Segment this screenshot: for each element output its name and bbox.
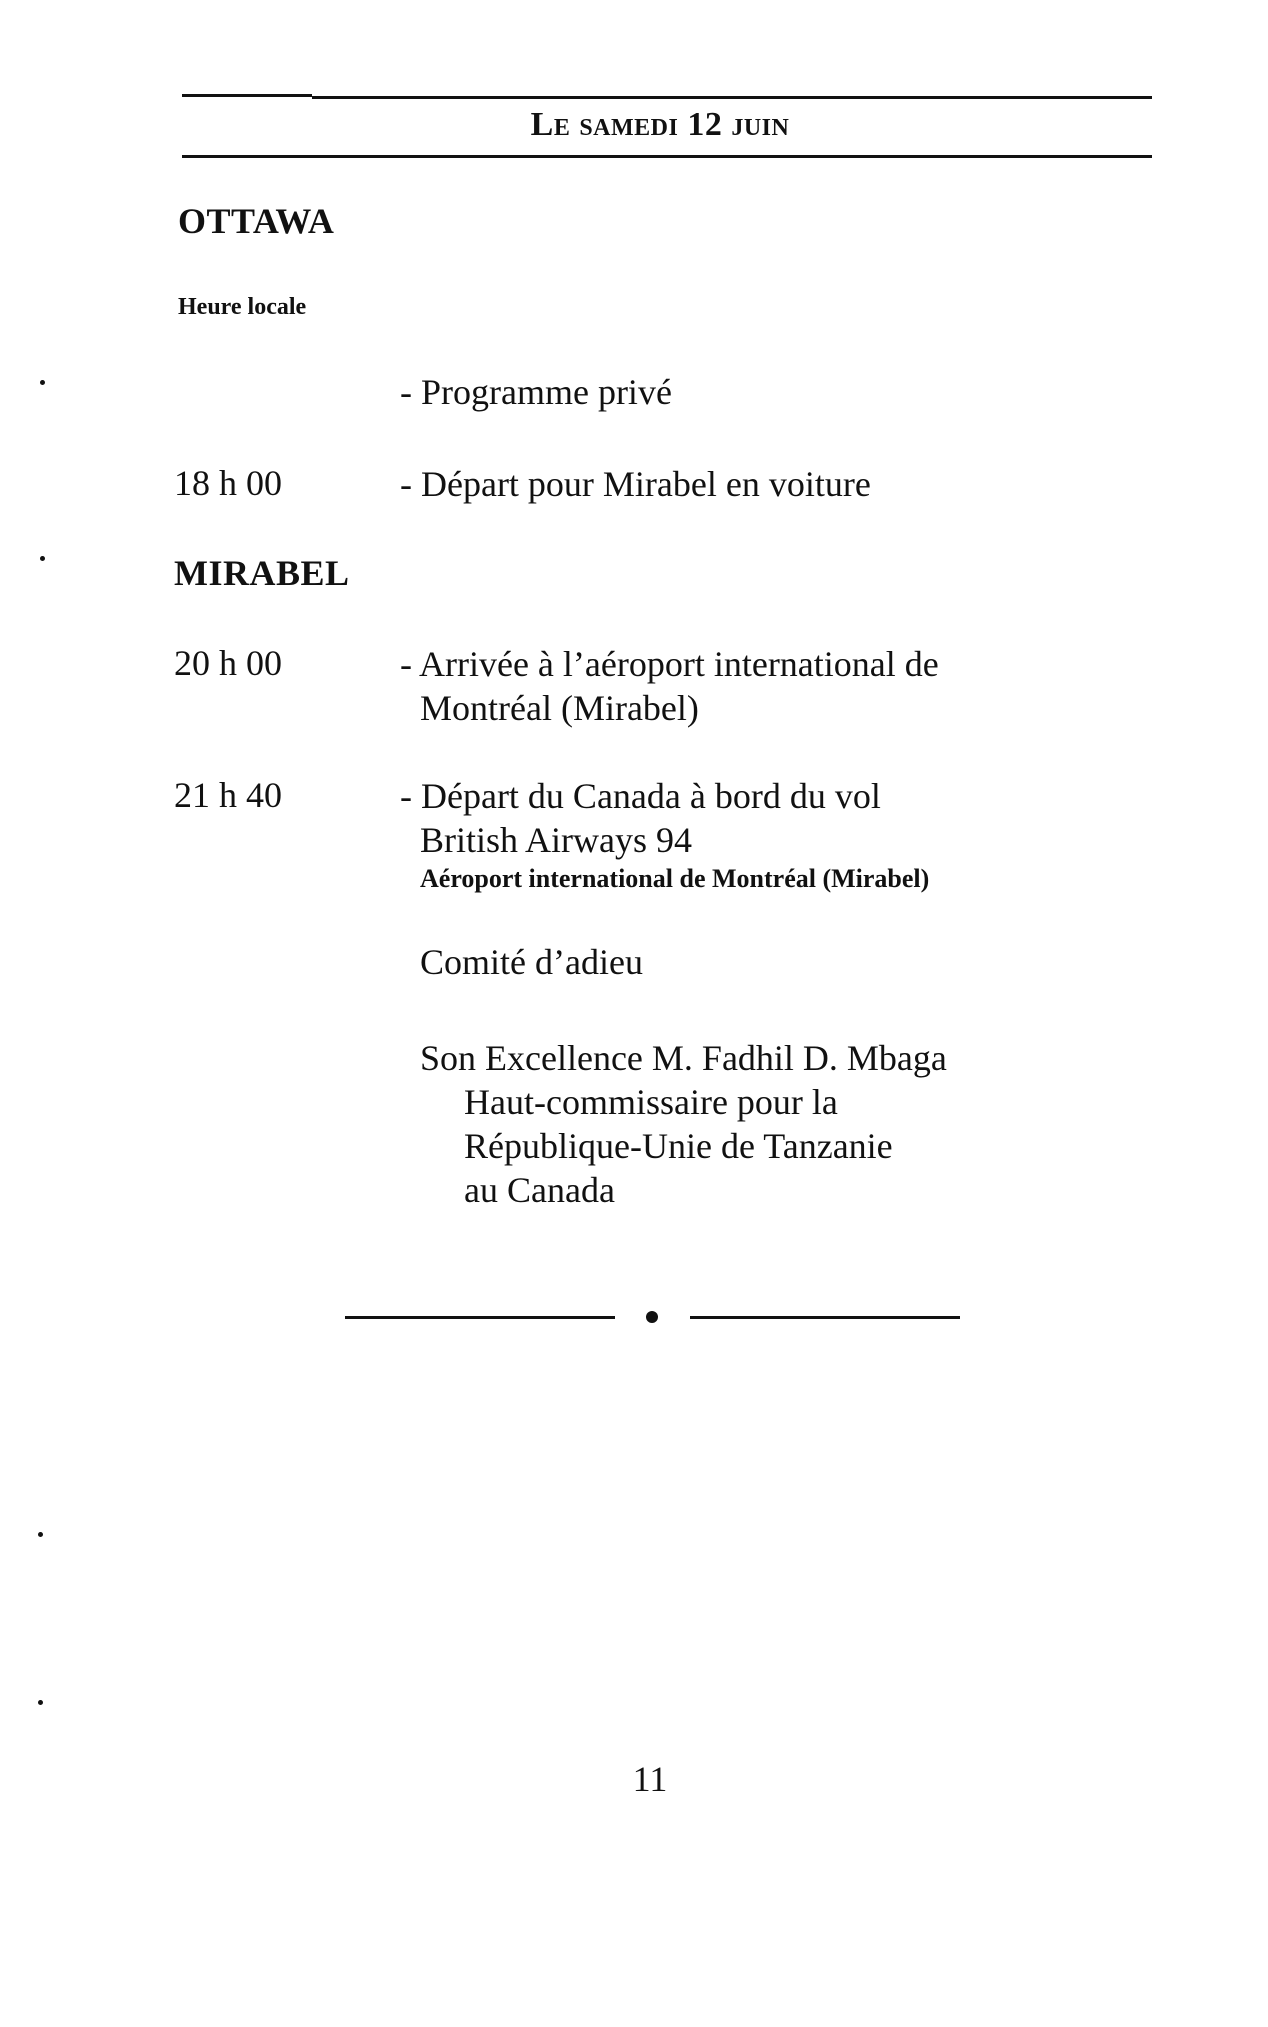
member-name: Son Excellence M. Fadhil D. Mbaga [420, 1038, 947, 1078]
end-rule-dot [646, 1311, 658, 1323]
margin-mark [40, 556, 45, 561]
entry-text: - Départ pour Mirabel en voiture [400, 464, 871, 504]
entry-text: - Programme privé [400, 372, 672, 412]
entry-note: Aéroport international de Montréal (Mirabel) [420, 864, 930, 893]
schedule-entry-departure-mirabel [400, 462, 1120, 506]
page-number: 11 [632, 1759, 668, 1799]
section-title-mirabel: MIRABEL [174, 553, 350, 593]
entry-time: 20 h 00 [174, 643, 282, 683]
margin-mark [38, 1532, 43, 1537]
margin-mark [40, 380, 45, 385]
end-rule-right [690, 1316, 960, 1319]
entry-text: - Départ du Canada à bord du vol [400, 776, 881, 816]
header-top-rule-left [182, 94, 312, 97]
entry-time: 18 h 00 [174, 463, 282, 503]
member-role: au Canada [464, 1170, 615, 1210]
end-rule-left [345, 1316, 615, 1319]
member-role: Haut-commissaire pour la [464, 1082, 838, 1122]
page-header-title: Le samedi 12 juin [530, 106, 790, 143]
entry-text: British Airways 94 [420, 820, 693, 860]
section-subtitle-local-time: Heure locale [178, 294, 307, 320]
entry-text: - Arrivée à l’aéroport international de [400, 644, 939, 684]
header-top-rule-right [312, 96, 1152, 99]
header-bottom-rule [182, 155, 1152, 158]
entry-time: 21 h 40 [174, 775, 282, 815]
schedule-entry-arrival-airport [400, 642, 1120, 730]
farewell-committee [420, 940, 1120, 984]
entry-text: Montréal (Mirabel) [420, 688, 699, 728]
schedule-entry-departure-canada [400, 774, 1120, 896]
farewell-title: Comité d’adieu [420, 942, 643, 982]
member-role: République-Unie de Tanzanie [464, 1126, 893, 1166]
margin-mark [38, 1700, 43, 1705]
schedule-entry-private-program [400, 370, 1120, 414]
section-title-ottawa: OTTAWA [178, 201, 335, 241]
farewell-member [420, 1036, 1120, 1212]
